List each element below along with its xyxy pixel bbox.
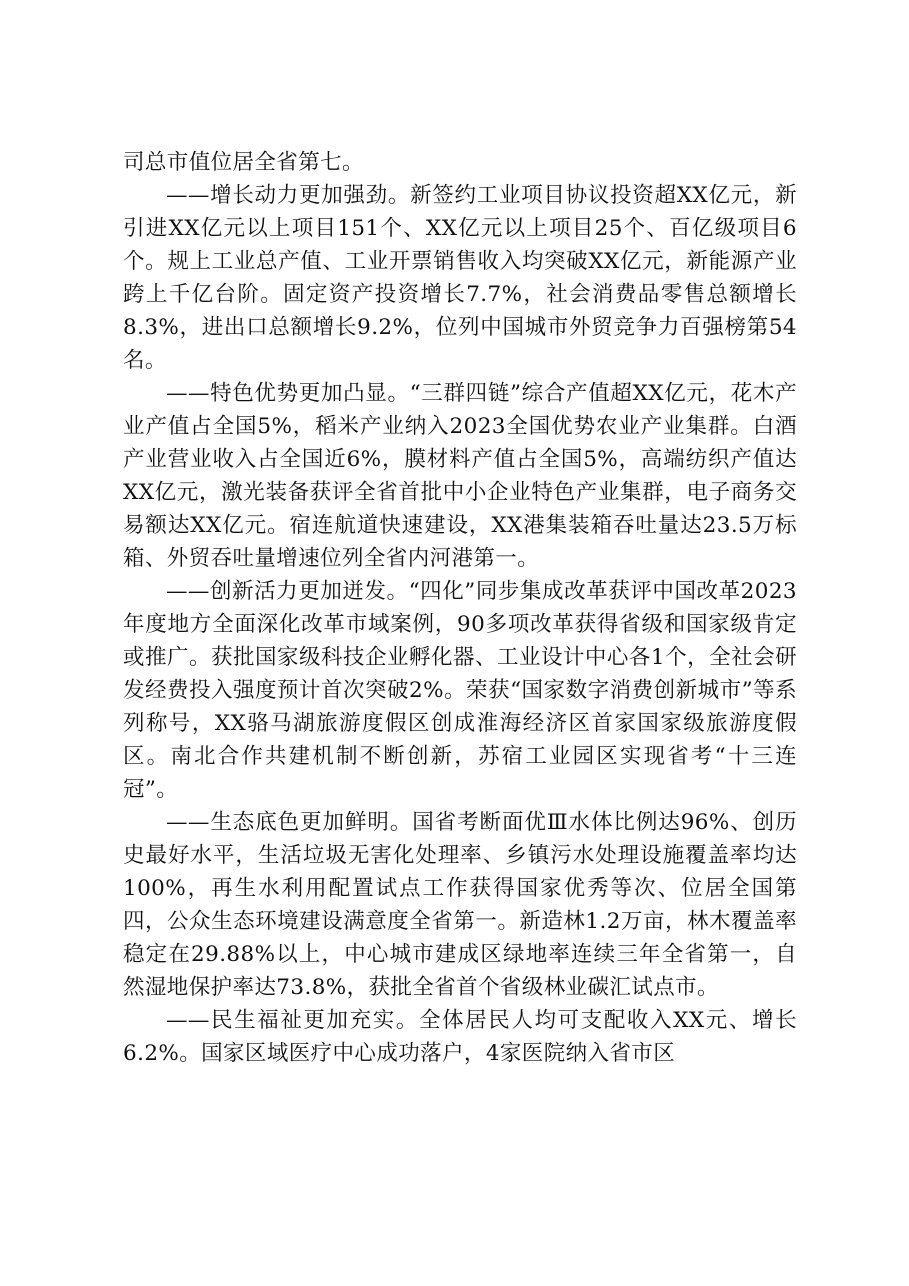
paragraph-innovation-vitality: ——创新活力更加迸发。“四化”同步集成改革获评中国改革2023年度地方全面深化改革市域案例，90多项改革获得省级和国家级肯定或推广。获批国家级科技企业孵化器、工业设计中心各1个，全社会研发经费投入强度预计首次突破2%。荣获“国家数字消费创新城市”等系列称号，XX骆马湖旅游度假区创成淮海经济区首家国家级旅游度假区。南北合作共建机制不断创新，苏宿工业园区实现省考“十三连冠”。 bbox=[123, 579, 797, 802]
paragraph-ecological-foundation: ——生态底色更加鲜明。国省考断面优Ⅲ水体比例达96%、创历史最好水平，生活垃圾无害化处理率、乡镇污水处理设施覆盖率均达100%，再生水利用配置试点工作获得国家优秀等次、位居全国第四，公众生态环境建设满意度全省第一。新造林1.2万亩，林木覆盖率稳定在29.88%以上，中心城市建成区绿地率连续三年全省第一，自然湿地保护率达73.8%，获批全省首个省级林业碳汇试点市。 bbox=[123, 810, 797, 1000]
paragraph-continuation: 司总市值位居全省第七。 bbox=[123, 150, 364, 175]
paragraph-growth-momentum: ——增长动力更加强劲。新签约工业项目协议投资超XX亿元，新引进XX亿元以上项目151个、XX亿元以上项目25个、百亿级项目6个。规上工业总产值、工业开票销售收入均突破XX亿元，新能源产业跨上千亿台阶。固定资产投资增长7.7%，社会消费品零售总额增长8.3%，进出口总额增长9.2%，位列中国城市外贸竞争力百强榜第54名。 bbox=[123, 183, 797, 373]
paragraph-public-welfare: ——民生福祉更加充实。全体居民人均可支配收入XX元、增长6.2%。国家区域医疗中心成功落户，4家医院纳入省市区 bbox=[123, 1008, 797, 1066]
document-body bbox=[123, 146, 797, 1070]
paragraph-distinctive-advantages: ——特色优势更加凸显。“三群四链”综合产值超XX亿元，花木产业产值占全国5%，稻米产业纳入2023全国优势农业产业集群。白酒产业营业收入占全国近6%，膜材料产值占全国5%，高端纺织产值达XX亿元，激光装备获评全省首批中小企业特色产业集群，电子商务交易额达XX亿元。宿连航道快速建设，XX港集装箱吞吐量达23.5万标箱、外贸吞吐量增速位列全省内河港第一。 bbox=[123, 381, 797, 571]
